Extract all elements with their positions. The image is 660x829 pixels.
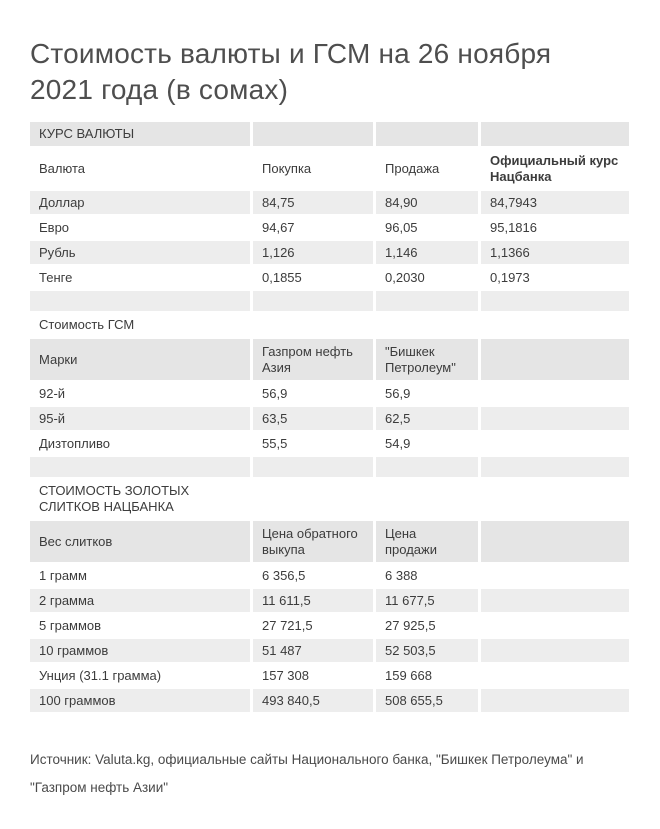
section-title-gold-text: СТОИМОСТЬ ЗОЛОТЫХ СЛИТКОВ НАЦБАНКА [39,483,190,514]
table-cell: 56,9 [376,382,478,405]
section-row-fuel [30,313,629,337]
table-cell-empty [376,479,478,519]
table-cell: 94,67 [253,216,373,239]
table-cell-empty [376,313,478,337]
table-cell: 508 655,5 [376,689,478,712]
section-row-gold [30,479,629,519]
table-cell: 1 грамм [30,564,250,587]
table-cell-empty [481,339,629,380]
table-cell-empty [481,639,629,662]
section-title-currency: КУРС ВАЛЮТЫ [30,122,250,146]
column-header: Валюта [30,148,250,189]
table-cell: 2 грамма [30,589,250,612]
table-cell: 1,1366 [481,241,629,264]
table-cell: 5 граммов [30,614,250,637]
table-cell-empty [481,291,629,311]
table-cell-empty [376,457,478,477]
column-header: Газпром нефть Азия [253,339,373,380]
table-cell: 1,126 [253,241,373,264]
table-row [30,266,629,289]
table-cell-empty [481,313,629,337]
table-cell-empty [30,457,250,477]
section-title-fuel: Стоимость ГСМ [30,313,250,337]
section-row-currency [30,122,629,146]
table-cell: 95,1816 [481,216,629,239]
table-cell: 51 487 [253,639,373,662]
table-cell: 84,7943 [481,191,629,214]
table-cell-empty [481,479,629,519]
column-header: Цена продажи [376,521,478,562]
table-cell: Рубль [30,241,250,264]
table-cell: Доллар [30,191,250,214]
table-cell-empty [481,689,629,712]
table-cell: 55,5 [253,432,373,455]
table-cell-empty [376,122,478,146]
table-cell: 100 граммов [30,689,250,712]
table-cell: 157 308 [253,664,373,687]
table-cell-empty [481,457,629,477]
table-cell: 10 граммов [30,639,250,662]
table-row [30,191,629,214]
table-cell: Унция (31.1 грамма) [30,664,250,687]
table-cell: 54,9 [376,432,478,455]
column-header: "Бишкек Петролеум" [376,339,478,380]
table-cell: 493 840,5 [253,689,373,712]
rates-table [27,120,632,714]
table-cell-empty [253,122,373,146]
table-cell-empty [481,407,629,430]
table-cell: 92-й [30,382,250,405]
table-row [30,241,629,264]
table-cell: 96,05 [376,216,478,239]
column-header-row-gold [30,521,629,562]
table-row [30,216,629,239]
table-cell-empty [253,313,373,337]
table-cell-empty [481,564,629,587]
table-cell: 62,5 [376,407,478,430]
page-title: Стоимость валюты и ГСМ на 26 ноября 2021 года (в сомах) [30,38,552,105]
table-cell-empty [481,664,629,687]
table-row [30,432,629,455]
table-cell: 95-й [30,407,250,430]
table-row [30,564,629,587]
table-cell: 56,9 [253,382,373,405]
table-cell: 27 925,5 [376,614,478,637]
table-row [30,589,629,612]
table-cell: 11 677,5 [376,589,478,612]
table-cell: 63,5 [253,407,373,430]
table-cell-empty [481,521,629,562]
table-cell: 6 356,5 [253,564,373,587]
table-cell: 84,90 [376,191,478,214]
table-cell: Тенге [30,266,250,289]
table-cell: 0,1855 [253,266,373,289]
table-cell-empty [481,589,629,612]
table-cell-empty [481,382,629,405]
table-cell-empty [481,432,629,455]
spacer-row [30,457,629,477]
table-cell: 11 611,5 [253,589,373,612]
table-row [30,382,629,405]
table-cell-empty [481,614,629,637]
column-header-row-currency [30,148,629,189]
table-row [30,614,629,637]
column-header: Официальный курс Нацбанка [481,148,629,189]
column-header-row-fuel [30,339,629,380]
column-header: Покупка [253,148,373,189]
table-cell: 1,146 [376,241,478,264]
table-cell-empty [253,457,373,477]
table-cell-empty [481,122,629,146]
table-cell: Евро [30,216,250,239]
table-cell: 159 668 [376,664,478,687]
table-row [30,639,629,662]
table-row [30,664,629,687]
spacer-row [30,291,629,311]
table-cell: 27 721,5 [253,614,373,637]
section-title-gold [30,479,250,519]
source-note: Источник: Valuta.kg, официальные сайты Национального банка, "Бишкек Петролеума" и "Газпром нефть Азии" [30,752,584,795]
table-cell-empty [30,291,250,311]
table-cell-empty [376,291,478,311]
table-cell-empty [253,291,373,311]
table-cell: 6 388 [376,564,478,587]
table-row [30,407,629,430]
table-cell: Дизтопливо [30,432,250,455]
table-cell: 52 503,5 [376,639,478,662]
table-cell: 0,2030 [376,266,478,289]
table-cell-empty [253,479,373,519]
column-header: Вес слитков [30,521,250,562]
table-cell: 84,75 [253,191,373,214]
table-cell: 0,1973 [481,266,629,289]
column-header: Продажа [376,148,478,189]
table-row [30,689,629,712]
column-header: Цена обратного выкупа [253,521,373,562]
column-header: Марки [30,339,250,380]
